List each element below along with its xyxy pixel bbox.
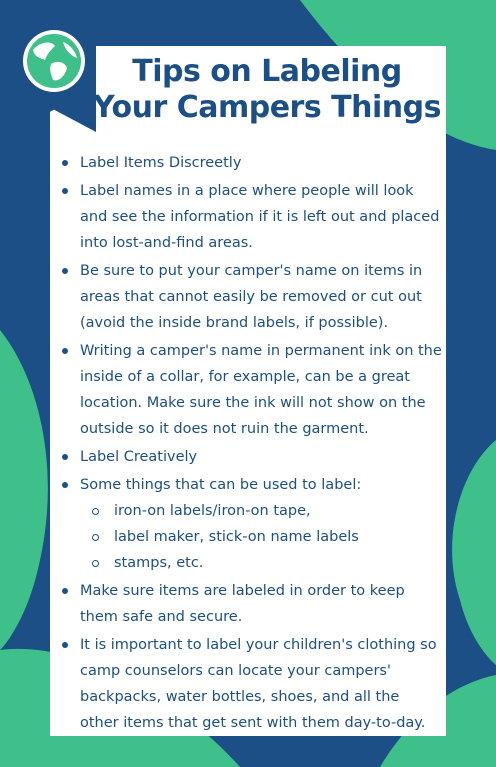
tip-item: Label Items Discreetly [58, 150, 442, 176]
tip-item: Make sure items are labeled in order to keep them safe and secure. [58, 578, 442, 630]
tip-item: Label names in a place where people will look and see the information if it is left out and placed into lost-and-find areas. [58, 178, 442, 256]
tip-item-label: Some things that can be used to label: [80, 477, 362, 493]
globe-icon [21, 28, 87, 94]
label-methods-sublist [80, 498, 442, 576]
tip-item: Label Creatively [58, 444, 442, 470]
tip-item-with-sublist [58, 472, 442, 576]
sub-tip-item: iron-on labels/iron-on tape, [90, 498, 442, 524]
tip-item: It is important to label your children's clothing so camp counselors can locate your campers' backpacks, water bottles, shoes, and all the other items that get sent with them day-to-day. [58, 632, 442, 736]
tip-item: Writing a camper's name in permanent ink on the inside of a collar, for example, can be a great location. Make sure the ink will not show on the outside so it does not ruin the garment. [58, 338, 442, 442]
tip-item: Be sure to put your camper's name on items in areas that cannot easily be removed or cut out (avoid the inside brand labels, if possible). [58, 258, 442, 336]
page-title: Tips on Labeling Your Campers Things [93, 54, 441, 125]
sub-tip-item: stamps, etc. [90, 550, 442, 576]
tips-list [58, 150, 442, 738]
sub-tip-item: label maker, stick-on name labels [90, 524, 442, 550]
